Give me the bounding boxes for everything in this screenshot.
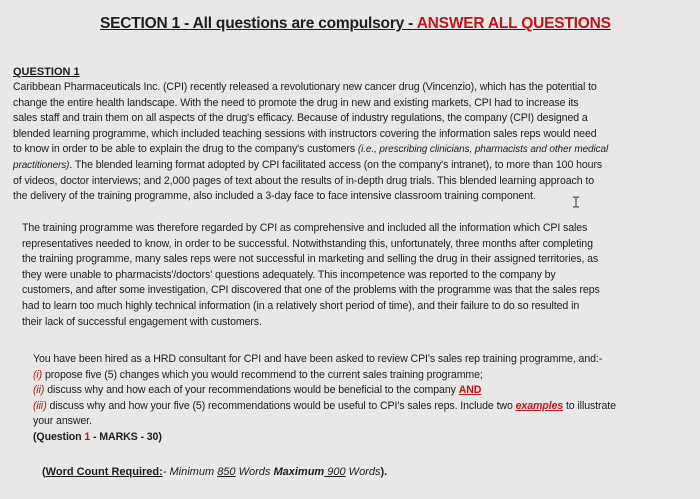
task-item-1 [33,368,663,384]
text-line: Caribbean Pharmaceuticals Inc. (CPI) recently released a revolutionary new cancer drug (Vincenzio), which has the potential to [13,81,597,93]
text-line: had to learn too much highly technical information (in a relatively short period of time), and their failure to do so resulted in [22,299,580,312]
marks-number: 1 [84,430,91,443]
italic-text: practitioners) [13,159,70,171]
wc-min-label: - Minimum [162,466,218,478]
text-segment: . The blended learning format adopted by CPI facilitated access (on the company's intranet), to more than 100 hours [69,158,603,171]
wc-max-label: Maximum [273,466,325,478]
marks-open: (Question [33,430,85,443]
item-text: discuss why and how your five (5) recommendations would be useful to CPI's sales reps. Include two [46,399,516,412]
wc-max: 900 [324,466,346,478]
wc-min: 850 [217,466,236,478]
word-count-requirement [42,466,387,478]
item-text-after: to illustrate [563,399,616,412]
text-line: blended learning programme, which included teaching sessions with instructors covering the information sales reps would need [13,127,597,140]
wc-open: ( [42,466,46,478]
marks-close: - MARKS - 30) [90,430,162,443]
scenario-paragraph-2 [22,221,662,330]
text-line: customers, and after some investigation, CPI discovered that one of the problems with the programme was that the sales reps [22,284,600,297]
text-cursor-icon [572,196,580,208]
wc-label: Word Count Required: [45,466,163,478]
section-title [100,15,611,33]
wc-words2: Words [345,466,381,478]
task-intro: You have been hired as a HRD consultant for CPI and have been asked to review CPI's sales rep training programme, and:- [33,353,603,365]
text-line: of videos, doctor interviews; and 2,000 pages of text about the results of in-depth drug trials. This blended learning approach to [13,174,595,187]
question-heading: QUESTION 1 [13,66,80,78]
section-title-main: SECTION 1 - All questions are compulsory - [100,15,417,32]
item-text: propose five (5) changes which you would recommend to the current sales training programme; [42,368,483,381]
italic-text: (i.e., prescribing clinicians, pharmacists and other medical [357,144,609,156]
section-title-emphasis: ANSWER ALL QUESTIONS [416,15,611,32]
task-item-3 [33,399,663,415]
text-line: their lack of successful engagement with customers. [22,315,262,328]
wc-close: ). [380,466,388,478]
text-line [13,158,677,174]
text-line: they were unable to pharmacists'/doctors' questions adequately. This incompetence was reported to the company by [22,268,556,281]
task-item-2 [33,383,663,399]
text-line: the training programme, many sales reps were not successful in marketing and selling the drug in their assigned territories, as [22,253,599,266]
task-paragraph [33,352,663,446]
text-line: representatives needed to know, in order to be successful. Notwithstanding this, unfortunately, three months after completing [22,237,593,250]
item-emphasis: examples [515,399,564,412]
task-item-tail: your answer. [33,415,92,428]
wc-words1: Words [235,466,274,478]
item-emphasis: AND [458,384,482,397]
item-text: discuss why and how each of your recommendations would be beneficial to the company [44,384,459,397]
text-line: The training programme was therefore regarded by CPI as comprehensive and included all the information which CPI sales [22,222,588,234]
text-segment: to know in order to be able to explain the drug to the company's customers [13,143,358,156]
text-line: the delivery of the training programme, also included a 3-day face to face intensive classroom training component. [13,190,536,203]
text-line: sales staff and train them on all aspects of the drug's efficacy. Because of industry regulations, the company (CPI) designed a [13,112,588,125]
item-number: (i) [33,368,43,381]
item-number: (ii) [33,384,45,397]
item-number: (iii) [33,399,47,412]
text-line [13,142,677,158]
text-line: change the entire health landscape. With the need to promote the drug in new and existing markets, CPI had to increase its [13,96,579,109]
question-marks [33,430,663,446]
scenario-paragraph-1 [13,80,677,205]
